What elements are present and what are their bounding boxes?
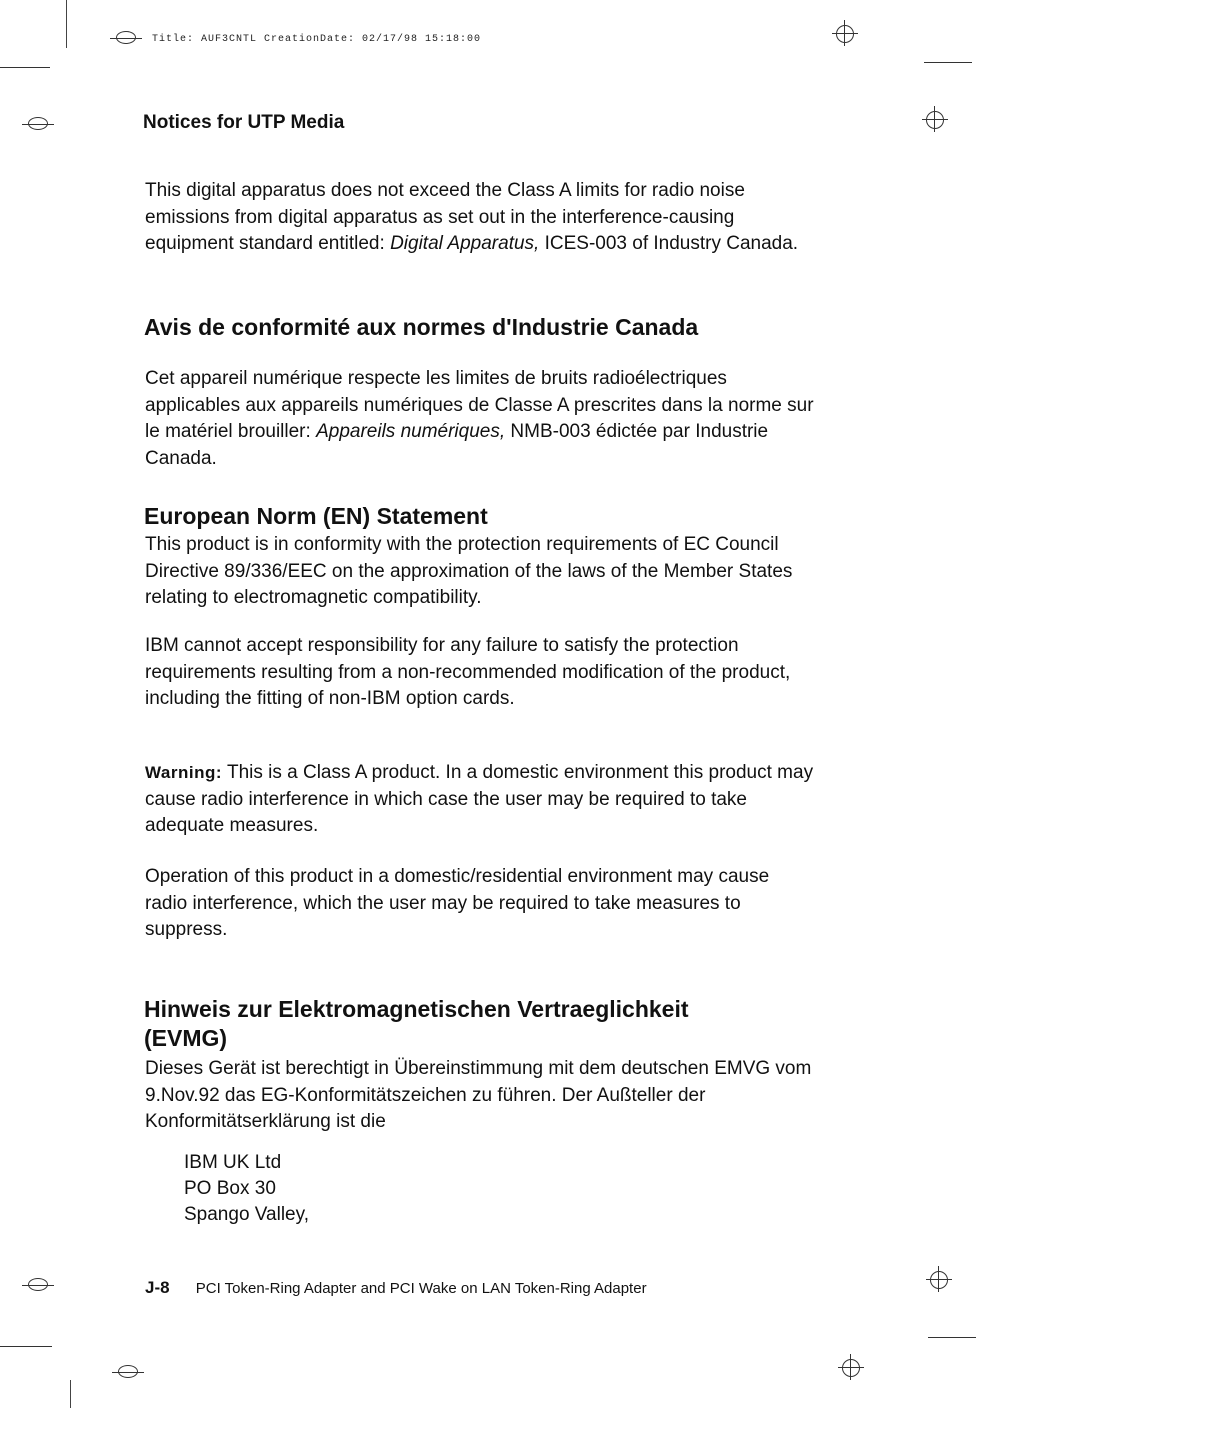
utp-paragraph-text: ICES-003 of Industry Canada.	[539, 233, 799, 254]
registration-mark-icon	[26, 1277, 50, 1293]
crop-mark-vertical	[66, 0, 67, 48]
crop-mark-vertical	[70, 1380, 71, 1408]
registration-mark-icon	[114, 30, 138, 46]
crosshair-mark-icon	[838, 1354, 864, 1380]
section-title-utp: Notices for UTP Media	[143, 112, 345, 133]
page-footer	[145, 1278, 647, 1298]
utp-paragraph-text: This digital apparatus does not exceed the Class A limits for radio noise emissions from digital apparatus as set out in the interference-causing equipment standard entitled:	[145, 180, 745, 254]
registration-mark-icon	[116, 1364, 140, 1380]
registration-mark-icon	[26, 116, 50, 132]
en-paragraph-responsibility: IBM cannot accept responsibility for any failure to satisfy the protection requirements resulting from a non-recommended modification of the product, including the fitting of non-IBM option cards.	[145, 635, 791, 709]
en-paragraph-conformity: This product is in conformity with the protection requirements of EC Council Directive 89/336/EEC on the approximation of the laws of the Member States relating to electromagnetic compatibility.	[145, 534, 793, 608]
heading-evmg: Hinweis zur Elektromagnetischen Vertraeglichkeit (EVMG)	[144, 996, 689, 1051]
canada-paragraph-citation: Appareils numériques,	[316, 421, 506, 442]
address-line: PO Box 30	[184, 1178, 276, 1199]
page-number: J-8	[145, 1278, 170, 1297]
utp-paragraph-citation: Digital Apparatus,	[390, 233, 540, 254]
heading-european-norm: European Norm (EN) Statement	[144, 503, 488, 529]
warning-text: This is a Class A product. In a domestic environment this product may cause radio interference in which case the user may be required to take adequate measures.	[145, 762, 814, 836]
crop-mark-horizontal	[0, 1346, 52, 1347]
en-paragraph-warning	[145, 760, 815, 840]
file-header: Title: AUF3CNTL CreationDate: 02/17/98 15:18:00	[152, 34, 482, 45]
warning-label: Warning:	[145, 763, 223, 782]
address-block	[184, 1150, 309, 1228]
evmg-paragraph: Dieses Gerät ist berechtigt in Übereinstimmung mit dem deutschen EMVG vom 9.Nov.92 das EG-Konformitätszeichen zu führen. Der Außteller der Konformitätserklärung ist die	[145, 1058, 812, 1132]
address-line: IBM UK Ltd	[184, 1152, 282, 1173]
heading-canada: Avis de conformité aux normes d'Industrie Canada	[144, 314, 699, 340]
canada-paragraph	[145, 366, 815, 472]
crosshair-mark-icon	[926, 1266, 952, 1292]
en-paragraph-operation: Operation of this product in a domestic/residential environment may cause radio interference, which the user may be required to take measures to suppress.	[145, 866, 770, 940]
canada-paragraph-text: NMB-003 édictée par Industrie Canada.	[145, 421, 769, 469]
address-line: Spango Valley,	[184, 1204, 309, 1225]
crop-mark-horizontal	[924, 62, 972, 63]
crosshair-mark-icon	[922, 106, 948, 132]
crosshair-mark-icon	[832, 20, 858, 46]
utp-paragraph	[145, 178, 815, 258]
book-title: PCI Token-Ring Adapter and PCI Wake on LAN Token-Ring Adapter	[195, 1280, 647, 1297]
canada-paragraph-text: Cet appareil numérique respecte les limites de bruits radioélectriques applicables aux appareils numériques de Classe A prescrites dans la norme sur le matériel brouiller:	[145, 368, 814, 442]
crop-mark-horizontal	[928, 1337, 976, 1338]
crop-mark-horizontal	[0, 67, 50, 68]
